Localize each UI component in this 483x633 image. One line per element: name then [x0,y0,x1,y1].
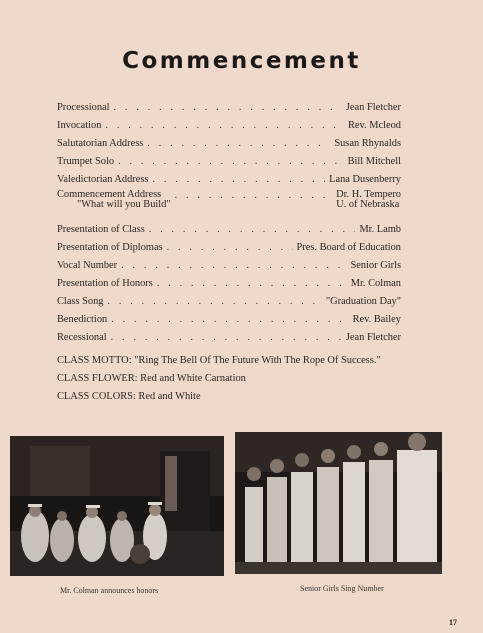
program-item-label: Invocation [57,120,102,131]
program-item-performer: "Graduation Day" [325,296,401,307]
photo-honors-stage-image [10,436,224,576]
program-item-performer: Bill Mitchell [347,156,401,167]
class-flower: CLASS FLOWER: Red and White Carnation [57,373,246,384]
page-number: 17 [449,618,457,627]
photo-senior-girls-image [235,432,442,574]
program-row [57,308,401,326]
program-item-performer: Senior Girls [350,260,401,271]
program-item-label: Presentation of Diplomas [57,242,163,253]
program-row [57,168,401,186]
page-title: Commencement [122,48,361,74]
dot-leader [152,174,325,186]
photo-honors-stage [10,436,224,576]
dot-leader [147,138,330,150]
dot-leader [149,224,356,236]
program-row [57,190,401,218]
program-row [57,290,401,308]
program-row [57,150,401,168]
program-item-performer: Jean Fletcher [345,332,401,343]
class-motto: CLASS MOTTO: "Ring The Bell Of The Future With The Rope Of Success." [57,355,381,366]
program-row [57,236,401,254]
program-item-performer: Rev. Mcleod [348,120,401,131]
program-item-performer-affiliation: U. of Nebraska [336,199,400,210]
program-item-performer: Lana Dusenberry [329,174,401,185]
program-row [57,218,401,236]
photo-senior-girls [235,432,442,574]
dot-leader [105,120,344,132]
program-row [57,326,401,344]
dot-leader [157,278,347,290]
dot-leader [107,296,321,308]
program-item-label: Class Song [57,296,104,307]
program-list [57,96,401,344]
program-item-performer: Mr. Colman [350,278,401,289]
class-info [57,352,381,406]
photo-caption-right: Senior Girls Sing Number [300,584,384,593]
dot-leader [121,260,346,272]
program-row [57,96,401,114]
program-item-label-group [57,190,175,210]
program-item-label: Commencement Address [57,189,162,200]
program-item-performer: Pres. Board of Education [296,242,401,253]
photo-caption-left: Mr. Colman announces honors [60,586,159,595]
program-item-label: Trumpet Solo [57,156,115,167]
program-item-label: Salutatorian Address [57,138,144,149]
dot-leader [111,332,342,344]
dot-leader [167,242,293,254]
program-item-sublabel: "What will you Build" [77,199,171,210]
program-item-performer: Dr. H. Tempero [336,189,401,200]
dot-leader [118,156,344,168]
program-item-performer: Mr. Lamb [359,224,401,235]
program-item-label: Presentation of Class [57,224,145,235]
program-item-performer-group [332,190,401,210]
program-row [57,272,401,290]
program-item-performer: Susan Rhynalds [334,138,401,149]
program-item-label: Recessional [57,332,107,343]
program-item-label: Valedictorian Address [57,174,149,185]
dot-leader [175,190,333,202]
program-item-performer: Jean Fletcher [345,102,401,113]
program-row [57,254,401,272]
program-item-label: Benediction [57,314,108,325]
program-item-label: Processional [57,102,110,113]
program-item-performer: Rev. Bailey [352,314,401,325]
program-item-label: Vocal Number [57,260,118,271]
program-row [57,132,401,150]
dot-leader [111,314,348,326]
class-colors: CLASS COLORS: Red and White [57,391,201,402]
dot-leader [114,102,342,114]
program-item-label: Presentation of Honors [57,278,153,289]
program-row [57,114,401,132]
